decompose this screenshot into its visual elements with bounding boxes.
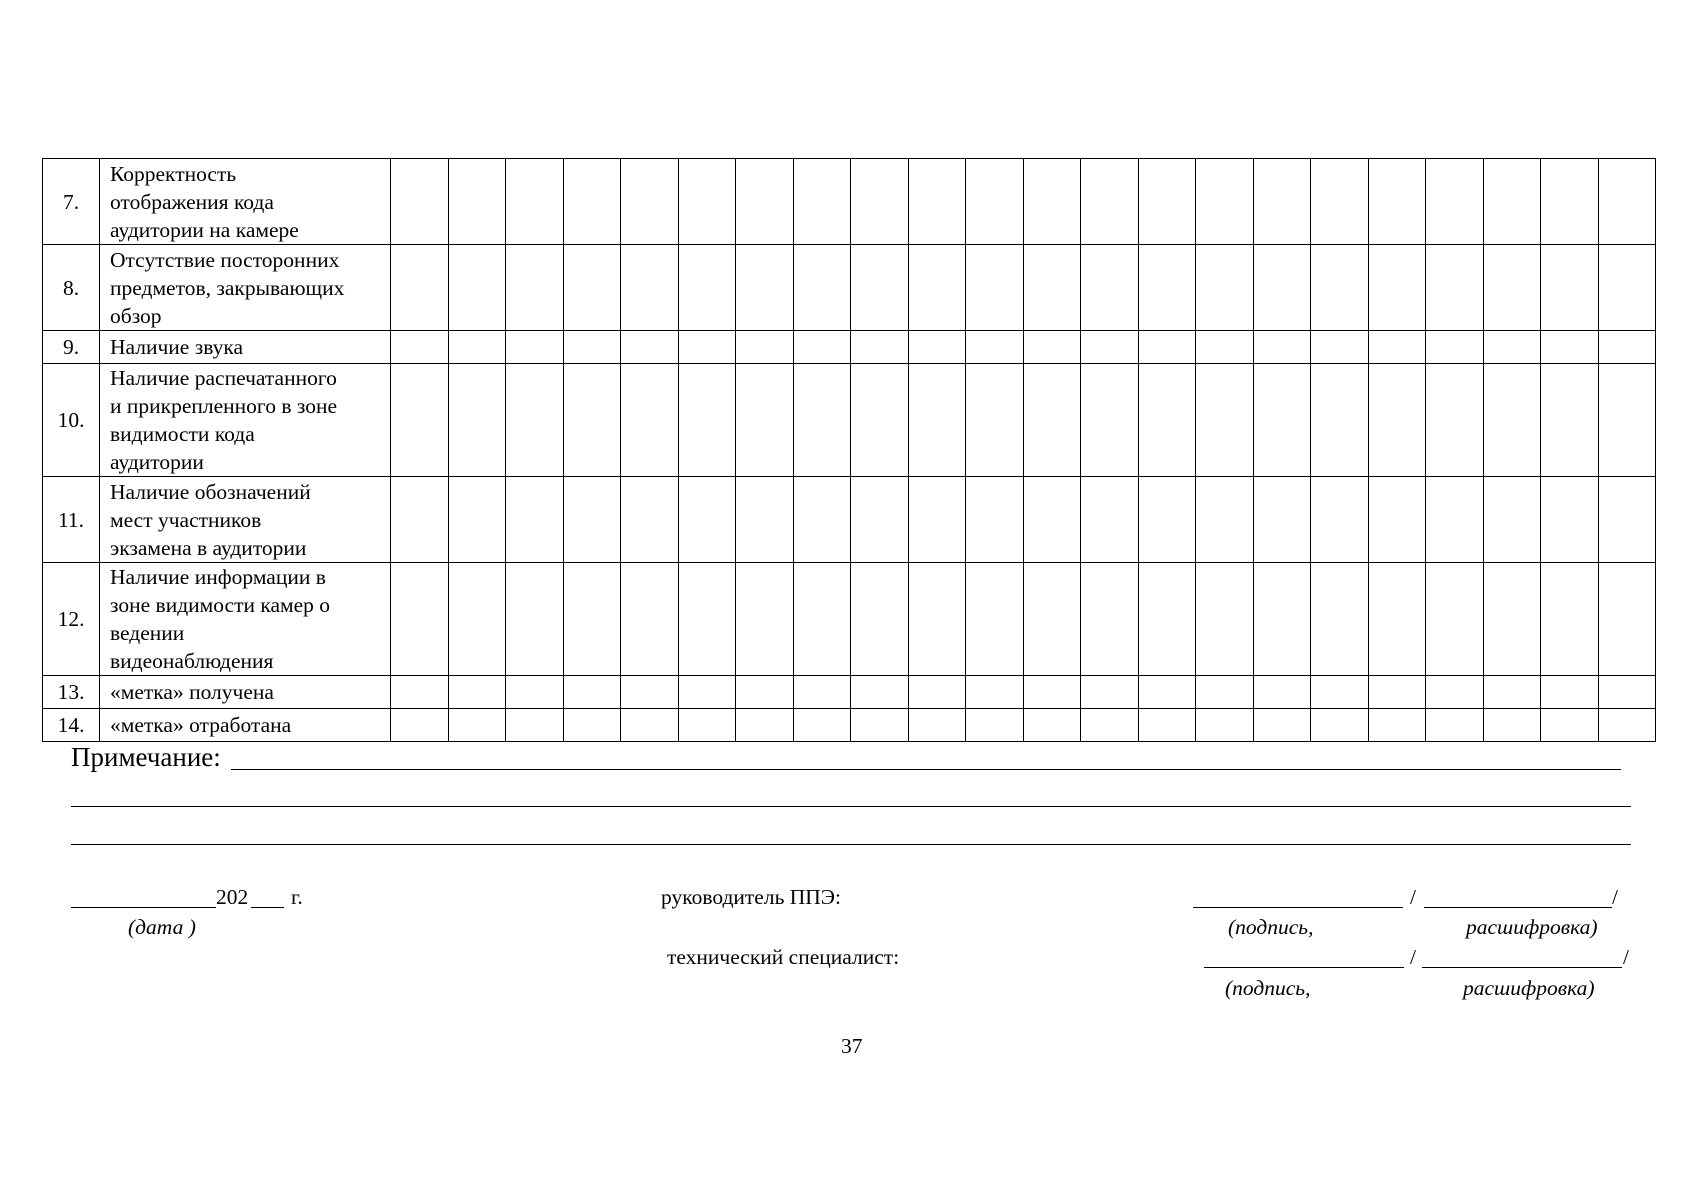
check-cell[interactable] (563, 245, 621, 331)
check-cell[interactable] (391, 477, 449, 563)
check-cell[interactable] (563, 709, 621, 742)
check-cell[interactable] (1541, 477, 1599, 563)
check-cell[interactable] (1023, 676, 1081, 709)
check-cell[interactable] (1541, 159, 1599, 245)
check-cell[interactable] (678, 709, 736, 742)
tech-signature-line[interactable] (1204, 967, 1404, 968)
check-cell[interactable] (506, 709, 564, 742)
row-label-line: обзор (110, 303, 162, 328)
check-cell[interactable] (1541, 331, 1599, 364)
check-cell[interactable] (391, 245, 449, 331)
table-row (43, 245, 1656, 331)
check-cell[interactable] (1081, 709, 1139, 742)
row-label (100, 245, 391, 331)
check-cell[interactable] (678, 364, 736, 477)
head-slash-2: / (1612, 885, 1618, 909)
tech-decode-caption: расшифровка) (1463, 976, 1595, 1000)
check-cell[interactable] (1023, 563, 1081, 676)
check-cell[interactable] (1368, 676, 1426, 709)
check-cell[interactable] (1483, 477, 1541, 563)
note-label: Примечание: (71, 742, 221, 772)
check-cell[interactable] (1483, 364, 1541, 477)
check-cell[interactable] (621, 245, 679, 331)
check-cell[interactable] (678, 331, 736, 364)
check-cell[interactable] (736, 331, 794, 364)
check-cell[interactable] (1081, 563, 1139, 676)
check-cell[interactable] (966, 159, 1024, 245)
row-label (100, 477, 391, 563)
tech-label: технический специалист: (667, 945, 900, 969)
check-cell[interactable] (736, 563, 794, 676)
check-cell[interactable] (851, 477, 909, 563)
check-cell[interactable] (793, 245, 851, 331)
check-cell[interactable] (1598, 676, 1656, 709)
check-cell[interactable] (908, 364, 966, 477)
check-cell[interactable] (1253, 563, 1311, 676)
row-number: 11. (43, 477, 100, 563)
row-label-line: и прикрепленного в зоне (110, 394, 338, 418)
check-cell[interactable] (391, 563, 449, 676)
check-cell[interactable] (563, 563, 621, 676)
check-cell[interactable] (1368, 331, 1426, 364)
check-cell[interactable] (448, 331, 506, 364)
check-cell[interactable] (1483, 676, 1541, 709)
check-cell[interactable] (1368, 364, 1426, 477)
check-cell[interactable] (736, 709, 794, 742)
check-cell[interactable] (1081, 364, 1139, 477)
check-cell[interactable] (391, 709, 449, 742)
row-label-line: аудитории (110, 450, 204, 474)
check-cell[interactable] (678, 676, 736, 709)
row-label-line: ведении (110, 621, 185, 645)
row-number: 12. (43, 563, 100, 676)
check-cell[interactable] (1023, 709, 1081, 742)
check-cell[interactable] (448, 364, 506, 477)
table-row (43, 563, 1656, 676)
tech-slash-2: / (1623, 945, 1629, 969)
check-cell[interactable] (448, 159, 506, 245)
row-label-line: предметов, закрывающих (110, 275, 345, 300)
row-label-line: Корректность (110, 161, 237, 186)
check-cell[interactable] (621, 676, 679, 709)
check-cell[interactable] (966, 477, 1024, 563)
check-cell[interactable] (736, 477, 794, 563)
check-cell[interactable] (851, 563, 909, 676)
check-cell[interactable] (1426, 159, 1484, 245)
check-cell[interactable] (793, 709, 851, 742)
check-cell[interactable] (1253, 159, 1311, 245)
check-cell[interactable] (506, 676, 564, 709)
check-cell[interactable] (1311, 245, 1369, 331)
check-cell[interactable] (1081, 245, 1139, 331)
tech-decode-line[interactable] (1422, 967, 1622, 968)
check-cell[interactable] (678, 159, 736, 245)
check-cell[interactable] (966, 563, 1024, 676)
check-cell[interactable] (793, 331, 851, 364)
check-cell[interactable] (678, 563, 736, 676)
check-cell[interactable] (1196, 676, 1254, 709)
row-label-line: мест участников (110, 507, 262, 532)
check-cell[interactable] (1138, 245, 1196, 331)
check-cell[interactable] (448, 245, 506, 331)
check-cell[interactable] (1311, 563, 1369, 676)
table-row (43, 331, 1656, 364)
check-cell[interactable] (1598, 709, 1656, 742)
row-number: 7. (43, 159, 100, 245)
checklist-table (42, 158, 1656, 742)
row-label-line: зоне видимости камер о (110, 593, 331, 617)
row-number: 14. (43, 709, 100, 742)
check-cell[interactable] (1253, 245, 1311, 331)
check-cell[interactable] (966, 709, 1024, 742)
check-cell[interactable] (1196, 245, 1254, 331)
check-cell[interactable] (563, 331, 621, 364)
check-cell[interactable] (851, 364, 909, 477)
row-label (100, 709, 391, 742)
note-line-3[interactable] (71, 844, 1631, 845)
check-cell[interactable] (966, 364, 1024, 477)
date-year-line[interactable] (251, 907, 284, 908)
table-row (43, 477, 1656, 563)
row-label (100, 676, 391, 709)
check-cell[interactable] (1368, 477, 1426, 563)
check-cell[interactable] (1426, 676, 1484, 709)
tech-signature-caption: (подпись, (1225, 976, 1311, 1000)
check-cell[interactable] (391, 676, 449, 709)
check-cell[interactable] (851, 159, 909, 245)
check-cell[interactable] (1311, 331, 1369, 364)
check-cell[interactable] (851, 709, 909, 742)
check-cell[interactable] (1426, 563, 1484, 676)
row-number: 10. (43, 364, 100, 477)
check-cell[interactable] (1138, 331, 1196, 364)
row-label-line: Наличие звука (110, 335, 244, 359)
check-cell[interactable] (1483, 245, 1541, 331)
date-year-suffix: г. (291, 885, 303, 909)
check-cell[interactable] (1541, 364, 1599, 477)
check-cell[interactable] (793, 563, 851, 676)
check-cell[interactable] (563, 364, 621, 477)
check-cell[interactable] (1023, 331, 1081, 364)
check-cell[interactable] (621, 563, 679, 676)
tech-slash-1: / (1410, 945, 1416, 969)
check-cell[interactable] (851, 331, 909, 364)
check-cell[interactable] (736, 364, 794, 477)
check-cell[interactable] (736, 676, 794, 709)
check-cell[interactable] (1023, 159, 1081, 245)
check-cell[interactable] (1196, 159, 1254, 245)
check-cell[interactable] (1598, 563, 1656, 676)
check-cell[interactable] (1368, 709, 1426, 742)
check-cell[interactable] (1311, 364, 1369, 477)
check-cell[interactable] (1138, 477, 1196, 563)
check-cell[interactable] (448, 477, 506, 563)
check-cell[interactable] (391, 331, 449, 364)
check-cell[interactable] (908, 477, 966, 563)
check-cell[interactable] (1483, 331, 1541, 364)
check-cell[interactable] (1368, 563, 1426, 676)
check-cell[interactable] (908, 676, 966, 709)
check-cell[interactable] (851, 676, 909, 709)
check-cell[interactable] (1023, 477, 1081, 563)
check-cell[interactable] (966, 676, 1024, 709)
check-cell[interactable] (793, 159, 851, 245)
check-cell[interactable] (966, 245, 1024, 331)
check-cell[interactable] (1483, 563, 1541, 676)
check-cell[interactable] (793, 477, 851, 563)
check-cell[interactable] (448, 709, 506, 742)
check-cell[interactable] (908, 709, 966, 742)
row-label-line: отображения кода (110, 189, 274, 214)
table-row (43, 364, 1656, 477)
check-cell[interactable] (1138, 563, 1196, 676)
check-cell[interactable] (1196, 563, 1254, 676)
check-cell[interactable] (1023, 245, 1081, 331)
row-label-line: Отсутствие посторонних (110, 247, 340, 272)
head-slash-1: / (1410, 885, 1416, 909)
check-cell[interactable] (448, 563, 506, 676)
check-cell[interactable] (1541, 709, 1599, 742)
check-cell[interactable] (1368, 159, 1426, 245)
row-label-line: экзамена в аудитории (110, 535, 307, 560)
note-line-1[interactable] (231, 769, 1621, 770)
check-cell[interactable] (621, 477, 679, 563)
check-cell[interactable] (1598, 331, 1656, 364)
check-cell[interactable] (1368, 245, 1426, 331)
check-cell[interactable] (908, 563, 966, 676)
check-cell[interactable] (793, 364, 851, 477)
table-row (43, 159, 1656, 245)
check-cell[interactable] (448, 676, 506, 709)
date-year-prefix: 202 (216, 885, 249, 909)
check-cell[interactable] (1023, 364, 1081, 477)
check-cell[interactable] (1081, 676, 1139, 709)
check-cell[interactable] (1253, 709, 1311, 742)
row-number: 13. (43, 676, 100, 709)
note-line-2[interactable] (71, 806, 1631, 807)
check-cell[interactable] (908, 159, 966, 245)
check-cell[interactable] (1541, 676, 1599, 709)
date-day-line[interactable] (71, 907, 216, 908)
row-label-line: видеонаблюдения (110, 649, 274, 673)
check-cell[interactable] (1598, 245, 1656, 331)
check-cell[interactable] (1541, 563, 1599, 676)
check-cell[interactable] (1138, 364, 1196, 477)
check-cell[interactable] (506, 159, 564, 245)
check-cell[interactable] (1081, 331, 1139, 364)
check-cell[interactable] (1253, 676, 1311, 709)
check-cell[interactable] (1253, 331, 1311, 364)
check-cell[interactable] (851, 245, 909, 331)
head-decode-caption: расшифровка) (1466, 915, 1598, 939)
head-signature-caption: (подпись, (1228, 915, 1314, 939)
check-cell[interactable] (908, 331, 966, 364)
check-cell[interactable] (391, 364, 449, 477)
check-cell[interactable] (1311, 477, 1369, 563)
check-cell[interactable] (1311, 676, 1369, 709)
check-cell[interactable] (1426, 245, 1484, 331)
check-cell[interactable] (1138, 159, 1196, 245)
check-cell[interactable] (1081, 477, 1139, 563)
check-cell[interactable] (678, 245, 736, 331)
check-cell[interactable] (621, 159, 679, 245)
row-label (100, 331, 391, 364)
check-cell[interactable] (966, 331, 1024, 364)
check-cell[interactable] (1196, 331, 1254, 364)
row-label (100, 563, 391, 676)
head-decode-line[interactable] (1424, 907, 1612, 908)
check-cell[interactable] (621, 709, 679, 742)
table-row (43, 709, 1656, 742)
check-cell[interactable] (1483, 159, 1541, 245)
row-label-line: Наличие информации в (110, 565, 326, 589)
check-cell[interactable] (506, 245, 564, 331)
date-caption: (дата ) (128, 915, 196, 939)
check-cell[interactable] (1253, 477, 1311, 563)
check-cell[interactable] (1426, 331, 1484, 364)
check-cell[interactable] (1541, 245, 1599, 331)
check-cell[interactable] (506, 477, 564, 563)
check-cell[interactable] (506, 331, 564, 364)
check-cell[interactable] (1426, 364, 1484, 477)
row-number: 8. (43, 245, 100, 331)
check-cell[interactable] (1311, 159, 1369, 245)
check-cell[interactable] (1426, 477, 1484, 563)
table-row (43, 676, 1656, 709)
row-label-line: аудитории на камере (110, 217, 299, 242)
check-cell[interactable] (506, 563, 564, 676)
check-cell[interactable] (621, 364, 679, 477)
check-cell[interactable] (1483, 709, 1541, 742)
check-cell[interactable] (1196, 364, 1254, 477)
check-cell[interactable] (563, 159, 621, 245)
page-number: 37 (841, 1034, 863, 1058)
check-cell[interactable] (1081, 159, 1139, 245)
check-cell[interactable] (1598, 364, 1656, 477)
row-label (100, 364, 391, 477)
row-label-line: «метка» получена (110, 680, 274, 704)
check-cell[interactable] (908, 245, 966, 331)
check-cell[interactable] (793, 676, 851, 709)
row-label-line: Наличие обозначений (110, 479, 311, 504)
check-cell[interactable] (1426, 709, 1484, 742)
check-cell[interactable] (678, 477, 736, 563)
check-cell[interactable] (736, 159, 794, 245)
check-cell[interactable] (391, 159, 449, 245)
check-cell[interactable] (1138, 709, 1196, 742)
check-cell[interactable] (1138, 676, 1196, 709)
row-label-line: «метка» отработана (110, 713, 292, 737)
check-cell[interactable] (736, 245, 794, 331)
row-label-line: Наличие распечатанного (110, 366, 337, 390)
head-label: руководитель ППЭ: (661, 885, 841, 909)
row-label (100, 159, 391, 245)
check-cell[interactable] (1598, 159, 1656, 245)
check-cell[interactable] (621, 331, 679, 364)
check-cell[interactable] (563, 676, 621, 709)
row-label-line: видимости кода (110, 422, 255, 446)
check-cell[interactable] (1196, 709, 1254, 742)
head-signature-line[interactable] (1193, 907, 1403, 908)
check-cell[interactable] (1196, 477, 1254, 563)
check-cell[interactable] (563, 477, 621, 563)
check-cell[interactable] (1311, 709, 1369, 742)
check-cell[interactable] (506, 364, 564, 477)
row-number: 9. (43, 331, 100, 364)
check-cell[interactable] (1253, 364, 1311, 477)
check-cell[interactable] (1598, 477, 1656, 563)
